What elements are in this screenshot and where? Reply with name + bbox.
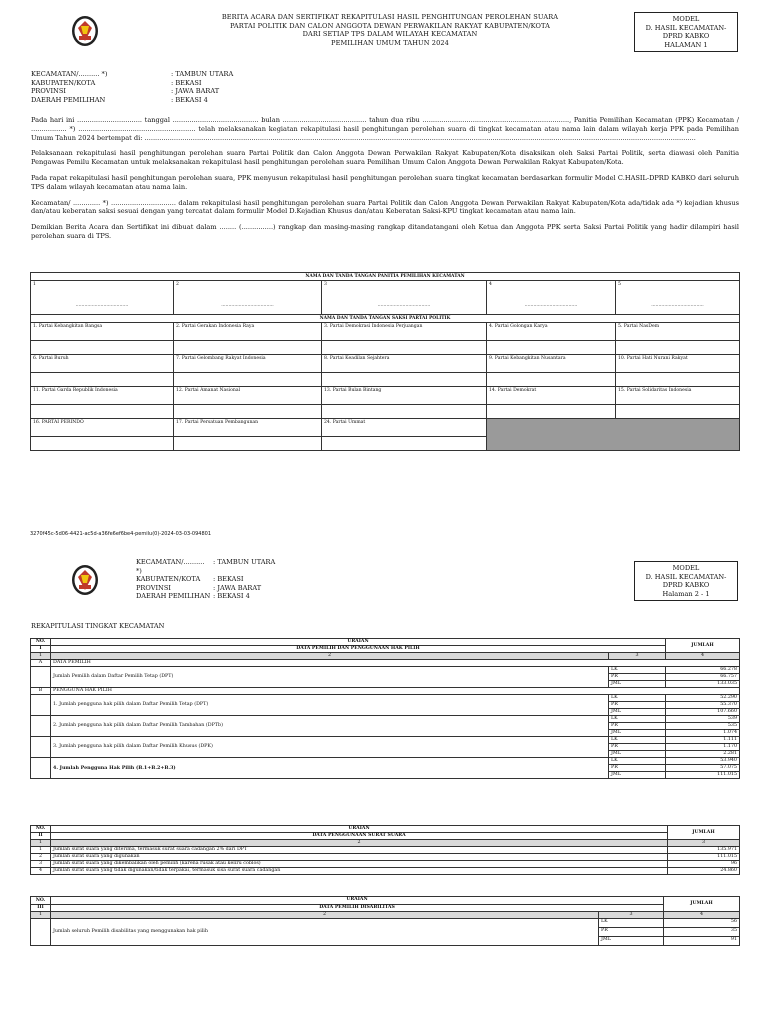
model-label-box: MODEL D. HASIL KECAMATAN- DPRD KABKO HALAMAN 1	[634, 12, 738, 52]
kpu-logo	[70, 14, 100, 50]
table-data-pemilih: NO. URAIAN JUMLAH I DATA PEMILIH DAN PENGGUNAAN HAK PILIH 1 2 3 4 A DATA PEMILIH Jumlah Pemilih dalam Daftar Pemilih Tetap (DPT) LK 66.278 PR 66.757 JML 133.035 B PENGGUNA HAK PILIH 1. Jumlah pengguna hak pilih dalam Daftar Pemilih Tetap (DPT) LK 52.290 PR 55.370 JML 107.660 2. Jumlah pengguna hak pilih dalam Daftar Pemilih Tambahan (DPTb) LK 539 PR 535 JML 1.074 3. Jumlah pengguna hak pilih dalam Daftar Pemilih Khusus (DPK) LK 1.111 PR 1.170 JML 2.281 4. Jumlah Pengguna Hak Pilih (B.1+B.2+B.3) LK 53.940 PR 57.075 JML 111.015	[30, 638, 740, 779]
table-row: 3 Jumlah surat suara yang dikembalikan oleh pemilih (karena rusak atau keliru coblos) 96	[31, 861, 740, 868]
value-cell: 91	[664, 937, 740, 946]
party-name: 11. Partai Garda Republik Indonesia	[31, 387, 174, 405]
row-label: 3. Jumlah pengguna hak pilih dalam Daftar Pemilih Khusus (DPK)	[51, 737, 609, 758]
table-row: 4 Jumlah surat suara yang tidak digunakan/tidak terpakai, termasuk sisa surat suara cadangan 24.860	[31, 868, 740, 875]
value-cell: 107.660	[666, 709, 740, 716]
party-name: 12. Partai Amanat Nasional	[174, 387, 322, 405]
value-cell: 57.075	[666, 765, 740, 772]
kpu-logo	[70, 563, 100, 599]
paragraph: Kecamatan/ ............. *) ............................... dalam rekapitulasi hasil penghitungan perolehan suara Partai Politik dan Calon Anggota Dewan Perwakilan Rakyat Kabupaten/Kota ada/tidak ada *) kejadian khusus dan/atau keberatan saksi sesuai dengan yang tercatat dalam formulir Model D.Kejadian Khusus dan/atau Keberatan Saksi-KPU tingkat kecamatan atau nama lain.	[31, 198, 739, 216]
party-name: 4. Partai Golongan Karya	[487, 323, 616, 341]
row-label: 4. Jumlah Pengguna Hak Pilih (B.1+B.2+B.3)	[51, 758, 609, 779]
value-cell: 1.074	[666, 730, 740, 737]
value-cell: 53.940	[666, 758, 740, 765]
value-cell: 535	[666, 723, 740, 730]
value-cell: 135.971	[668, 847, 740, 854]
value-cell: 66.278	[666, 667, 740, 674]
document-id: 3270f45c-5d06-4421-ac5d-a36fe6ef6be4-pemilu(0)-2024-03-03-094801	[30, 531, 212, 537]
paragraph: Pada rapat rekapitulasi hasil penghitungan perolehan suara, PPK menyusun rekapitulasi hasil penghitungan perolehan suara tingkat kecamatan berdasarkan formulir Model C.HASIL-DPRD KABKO dari seluruh TPS dalam wilayah kecamatan atau nama lain.	[31, 173, 739, 191]
ppk-member-cell: 2 ....................................	[174, 281, 322, 315]
document-title: BERITA ACARA DAN SERTIFIKAT REKAPITULASI HASIL PENGHITUNGAN PEROLEHAN SUARA PARTAI POLITIK DAN CALON ANGGOTA DEWAN PERWAKILAN RAKYAT KABUPATEN/KOTA DARI SETIAP TPS DALAM WILAYAH KECAMATAN PEMILIHAN UMUM TAHUN 2024	[221, 13, 559, 47]
region-info: KECAMATAN/.......... *) : TAMBUN UTARA KABUPATEN/KOTA : BEKASI PROVINSI : JAWA BARAT DAERAH PEMILIHAN : BEKASI 4	[31, 70, 234, 104]
party-name: 16. PARTAI PERINDO	[31, 419, 174, 437]
row-label: Jumlah Pemilih dalam Daftar Pemilih Tetap (DPT)	[51, 667, 609, 688]
value-cell: 111.015	[666, 772, 740, 779]
party-name: 9. Partai Kebangkitan Nusantara	[487, 355, 616, 373]
paragraph: Demikian Berita Acara dan Sertifikat ini dibuat dalam ........ (...............) rangkap dan masing-masing rangkap ditandatangani oleh Ketua dan Anggota PPK serta Saksi Partai Politik yang hadir dilampiri hasil perolehan suara di TPS.	[31, 223, 739, 240]
ppk-header: NAMA DAN TANDA TANGAN PANITIA PEMILIHAN KECAMATAN	[31, 273, 740, 281]
party-name: 14. Partai Demokrat	[487, 387, 616, 405]
table-row: 1 Jumlah surat suara yang diterima, termasuk surat suara cadangan 2% dari DPT 135.971	[31, 847, 740, 854]
table-surat-suara: NO. URAIAN JUMLAH II DATA PENGGUNAAN SURAT SUARA 1 2 3 1 Jumlah surat suara yang diterima, termasuk surat suara cadangan 2% dari DPT 135.971 2 Jumlah surat suara yang digunakan 111.015 3 Jumlah surat suara yang dikembalikan oleh pemilih (karena rusak atau keliru coblos) 96 4 Jumlah surat suara yang tidak digunakan/tidak terpakai, termasuk sisa surat suara cadangan 24.860	[30, 825, 740, 875]
row-label: 2. Jumlah pengguna hak pilih dalam Daftar Pemilih Tambahan (DPTb)	[51, 716, 609, 737]
saksi-header: NAMA DAN TANDA TANGAN SAKSI PARTAI POLITIK	[31, 315, 740, 323]
value-cell: 96	[668, 861, 740, 868]
value-cell: 1.111	[666, 737, 740, 744]
ppk-member-cell: 5 ....................................	[616, 281, 740, 315]
value-cell: 539	[666, 716, 740, 723]
party-name: 17. Partai Persatuan Pembangunan	[174, 419, 322, 437]
party-name: 1. Partai Kebangkitan Bangsa	[31, 323, 174, 341]
value-cell: 56	[664, 919, 740, 928]
row-label: 1. Jumlah pengguna hak pilih dalam Daftar Pemilih Tetap (DPT)	[51, 695, 609, 716]
value-cell: 1.170	[666, 744, 740, 751]
value-cell: 55.370	[666, 702, 740, 709]
value-cell: 66.757	[666, 674, 740, 681]
paragraph: Pada hari ini ............................... tanggal ......................................... bulan ........................................ tahun dua ribu ......................................................................, Panitia Pemilihan Kecamatan (PPK) Kecamatan / ................. *) ........................................................ telah melaksanakan kegiatan rekapitulasi hasil penghitungan perolehan suara di tingkat kecamatan atau nama lain dalam wilayah kerja PPK pada Pemilihan Umum Tahun 2024 bertempat di: .......................................................................................................................................................................................................................................................................	[31, 116, 739, 142]
party-name: 10. Partai Hati Nurani Rakyat	[616, 355, 740, 373]
model-label-box: MODEL D. HASIL KECAMATAN- DPRD KABKO Halaman 2 - 1	[634, 561, 738, 601]
party-name: 5. Partai NasDem	[616, 323, 740, 341]
unused-cell	[487, 419, 740, 451]
value-cell: 133.035	[666, 681, 740, 688]
party-name: 13. Partai Bulan Bintang	[322, 387, 487, 405]
party-name: 8. Partai Keadilan Sejahtera	[322, 355, 487, 373]
region-info: KECAMATAN/.......... : TAMBUN UTARA *) KABUPATEN/KOTA : BEKASI PROVINSI : JAWA BARAT DAERAH PEMILIHAN : BEKASI 4	[136, 558, 276, 601]
party-name: 7. Partai Gelombang Rakyat Indonesia	[174, 355, 322, 373]
table-row: 2 Jumlah surat suara yang digunakan 111.015	[31, 854, 740, 861]
party-name: 3. Partai Demokrasi Indonesia Perjuangan	[322, 323, 487, 341]
table-disabilitas: NO. URAIAN JUMLAH III DATA PEMILIH DISABILITAS 1 2 3 4 Jumlah seluruh Pemilih disabilitas yang menggunakan hak pilih LK 56 PR 35 JML 91	[30, 896, 740, 946]
signature-table	[30, 272, 740, 451]
party-name: 6. Partai Buruh	[31, 355, 174, 373]
party-name: 2. Partai Gerakan Indonesia Raya	[174, 323, 322, 341]
minutes-body	[31, 116, 739, 248]
ppk-member-cell: 3 ....................................	[322, 281, 487, 315]
value-cell: 52.290	[666, 695, 740, 702]
section-title: REKAPITULASI TINGKAT KECAMATAN	[31, 622, 165, 630]
party-name: 24. Partai Ummat	[322, 419, 487, 437]
value-cell: 35	[664, 928, 740, 937]
row-label: Jumlah seluruh Pemilih disabilitas yang menggunakan hak pilih	[51, 919, 599, 946]
value-cell: 111.015	[668, 854, 740, 861]
ppk-member-cell: 4 ....................................	[487, 281, 616, 315]
value-cell: 2.281	[666, 751, 740, 758]
paragraph: Pelaksanaan rekapitulasi hasil penghitungan perolehan suara Partai Politik dan Calon Anggota Dewan Perwakilan Rakyat Kabupaten/Kota disaksikan oleh Saksi Partai Politik, serta diawasi oleh Panitia Pengawas Pemilu Kecamatan untuk melaksanakan rekapitulasi hasil penghitungan perolehan suara Pemilihan Umum Calon Anggota Dewan Perwakilan Rakyat Kabupaten/Kota.	[31, 149, 739, 167]
ppk-member-cell: 1 ....................................	[31, 281, 174, 315]
party-name: 15. Partai Solidaritas Indonesia	[616, 387, 740, 405]
value-cell: 24.860	[668, 868, 740, 875]
